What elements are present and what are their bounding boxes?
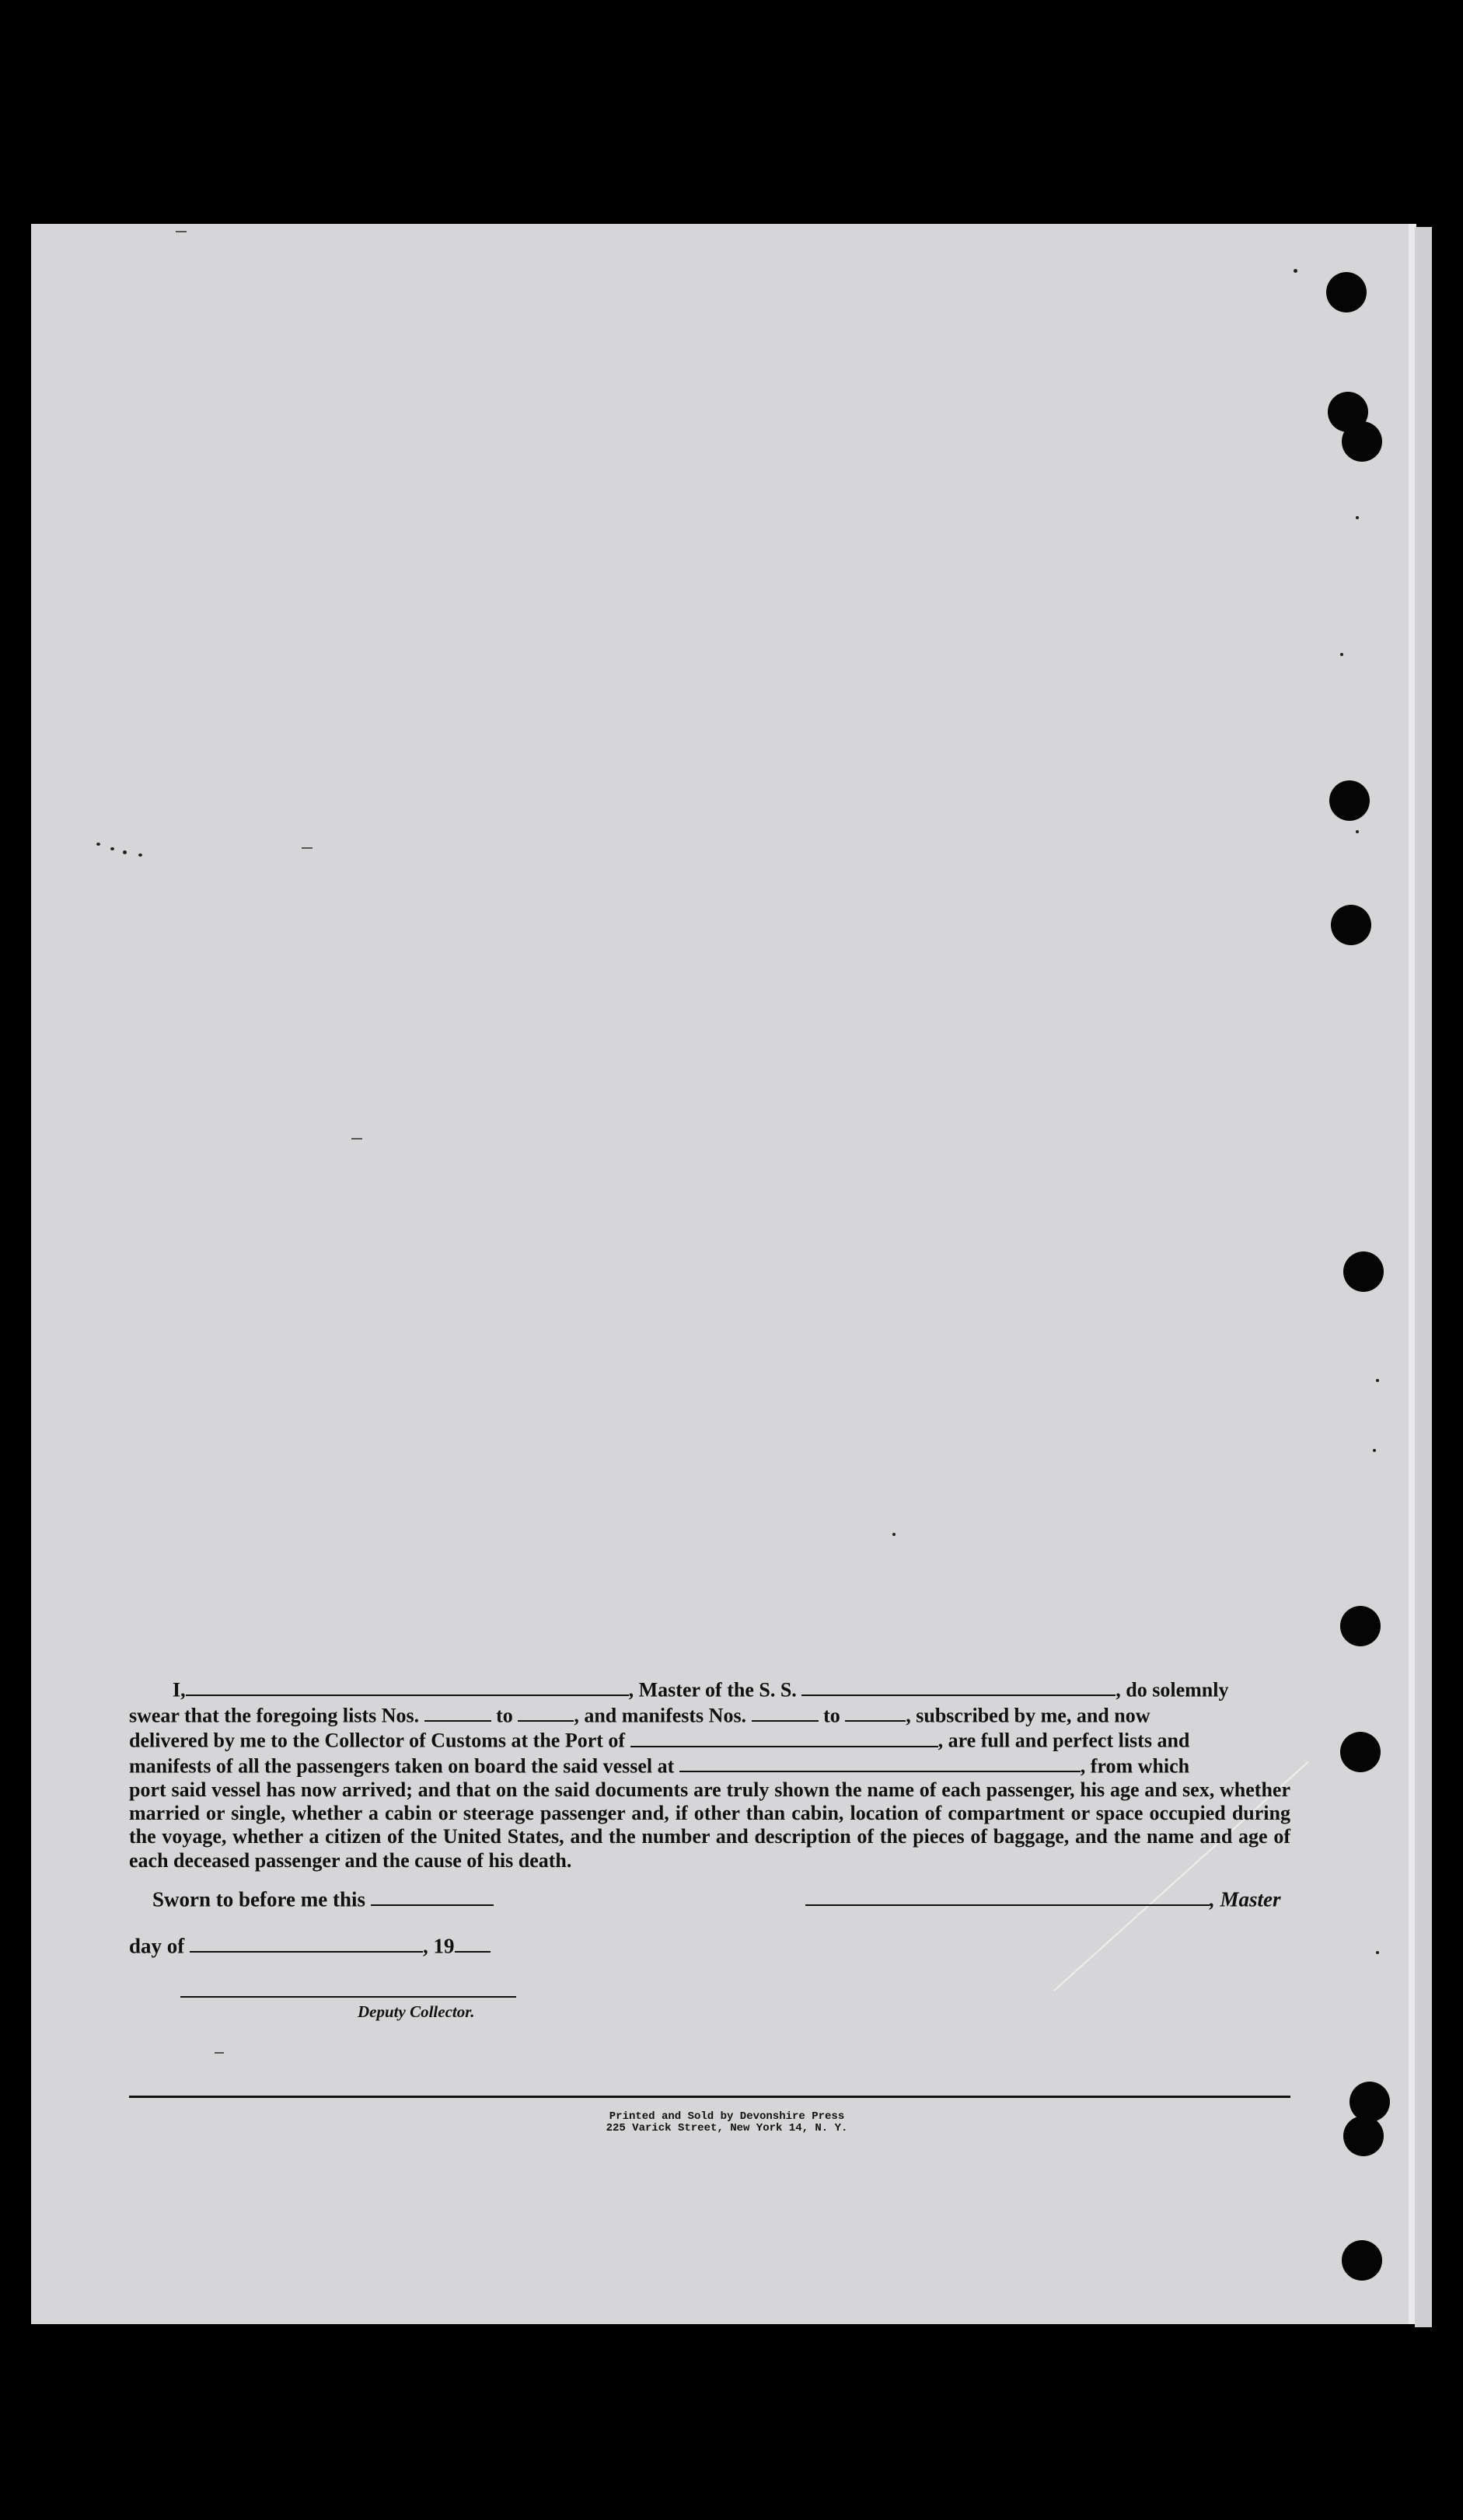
oath-line-3: delivered by me to the Collector of Customs at the Port of , are full and perfect lists and bbox=[129, 1727, 1290, 1753]
paper-speck bbox=[110, 847, 114, 850]
year-blank bbox=[455, 1932, 491, 1953]
footer-rule bbox=[129, 2096, 1290, 2098]
master-name-blank bbox=[186, 1677, 629, 1696]
deputy-collector-signature-line bbox=[180, 1996, 516, 1998]
manifests-to-blank bbox=[845, 1702, 906, 1722]
port-of-blank bbox=[630, 1727, 938, 1747]
master-oath-paragraph bbox=[129, 1677, 1290, 1873]
paper-speck bbox=[1376, 1379, 1379, 1382]
deputy-collector-label: Deputy Collector. bbox=[358, 2002, 475, 2021]
sworn-before-me: Sworn to before me this bbox=[152, 1886, 494, 1911]
binder-hole bbox=[1350, 2082, 1390, 2122]
binder-hole bbox=[1331, 905, 1371, 945]
paper-speck bbox=[138, 853, 142, 857]
binder-hole bbox=[1343, 2116, 1384, 2156]
pencil-mark bbox=[215, 2052, 224, 2054]
paper-speck bbox=[1340, 653, 1343, 656]
binder-hole bbox=[1326, 272, 1367, 312]
paper-speck bbox=[1373, 1449, 1376, 1452]
lists-from-blank bbox=[424, 1702, 491, 1722]
paper-speck bbox=[123, 850, 127, 854]
binder-hole bbox=[1340, 1606, 1381, 1646]
embarkation-port-blank bbox=[679, 1753, 1081, 1772]
manifests-from-blank bbox=[752, 1702, 819, 1722]
binder-hole bbox=[1329, 780, 1370, 821]
pencil-mark bbox=[351, 1138, 362, 1140]
paper-speck bbox=[1376, 1951, 1379, 1954]
lists-to-blank bbox=[518, 1702, 574, 1722]
manifest-sheet-back bbox=[31, 224, 1416, 2324]
master-signature-line: , Master bbox=[805, 1886, 1281, 1911]
binder-hole bbox=[1342, 421, 1382, 462]
sworn-day-blank bbox=[371, 1886, 494, 1906]
paper-speck bbox=[892, 1533, 896, 1536]
binder-hole bbox=[1343, 1251, 1384, 1292]
paper-speck bbox=[96, 843, 100, 846]
oath-line-4: manifests of all the passengers taken on board the said vessel at , from which bbox=[129, 1753, 1290, 1778]
sheet-edge bbox=[1415, 227, 1432, 2327]
oath-line-2: swear that the foregoing lists Nos. to , and manifests Nos. to , subscribed by me, and now bbox=[129, 1702, 1290, 1728]
paper-speck bbox=[1356, 516, 1359, 519]
paper-speck bbox=[1356, 830, 1359, 833]
printer-line-2: 225 Varick Street, New York 14, N. Y. bbox=[606, 2122, 848, 2134]
pencil-mark bbox=[176, 231, 187, 232]
printer-imprint bbox=[544, 2111, 910, 2134]
oath-line-1: I, , Master of the S. S. , do solemnly bbox=[129, 1677, 1290, 1702]
printer-line-1: Printed and Sold by Devonshire Press bbox=[609, 2110, 845, 2123]
ship-name-blank bbox=[801, 1677, 1116, 1696]
master-signature-blank bbox=[805, 1886, 1210, 1906]
pencil-mark bbox=[302, 847, 313, 849]
paper-speck bbox=[1294, 269, 1297, 273]
oath-line-rest: port said vessel has now arrived; and that on the said documents are truly shown the name of each passenger, his age and sex, whether married or single, whether a cabin or steerage passenger and, if other than cabin, location of compartment or space occupied during the voyage, whether a citizen of the United States, and the number and description of the pieces of baggage, and the name and age of each deceased passenger and the cause of his death. bbox=[129, 1778, 1290, 1872]
day-of-row: day of , 19 bbox=[129, 1932, 491, 1958]
binder-hole bbox=[1342, 2240, 1382, 2281]
month-blank bbox=[190, 1932, 423, 1953]
binder-hole bbox=[1340, 1732, 1381, 1772]
